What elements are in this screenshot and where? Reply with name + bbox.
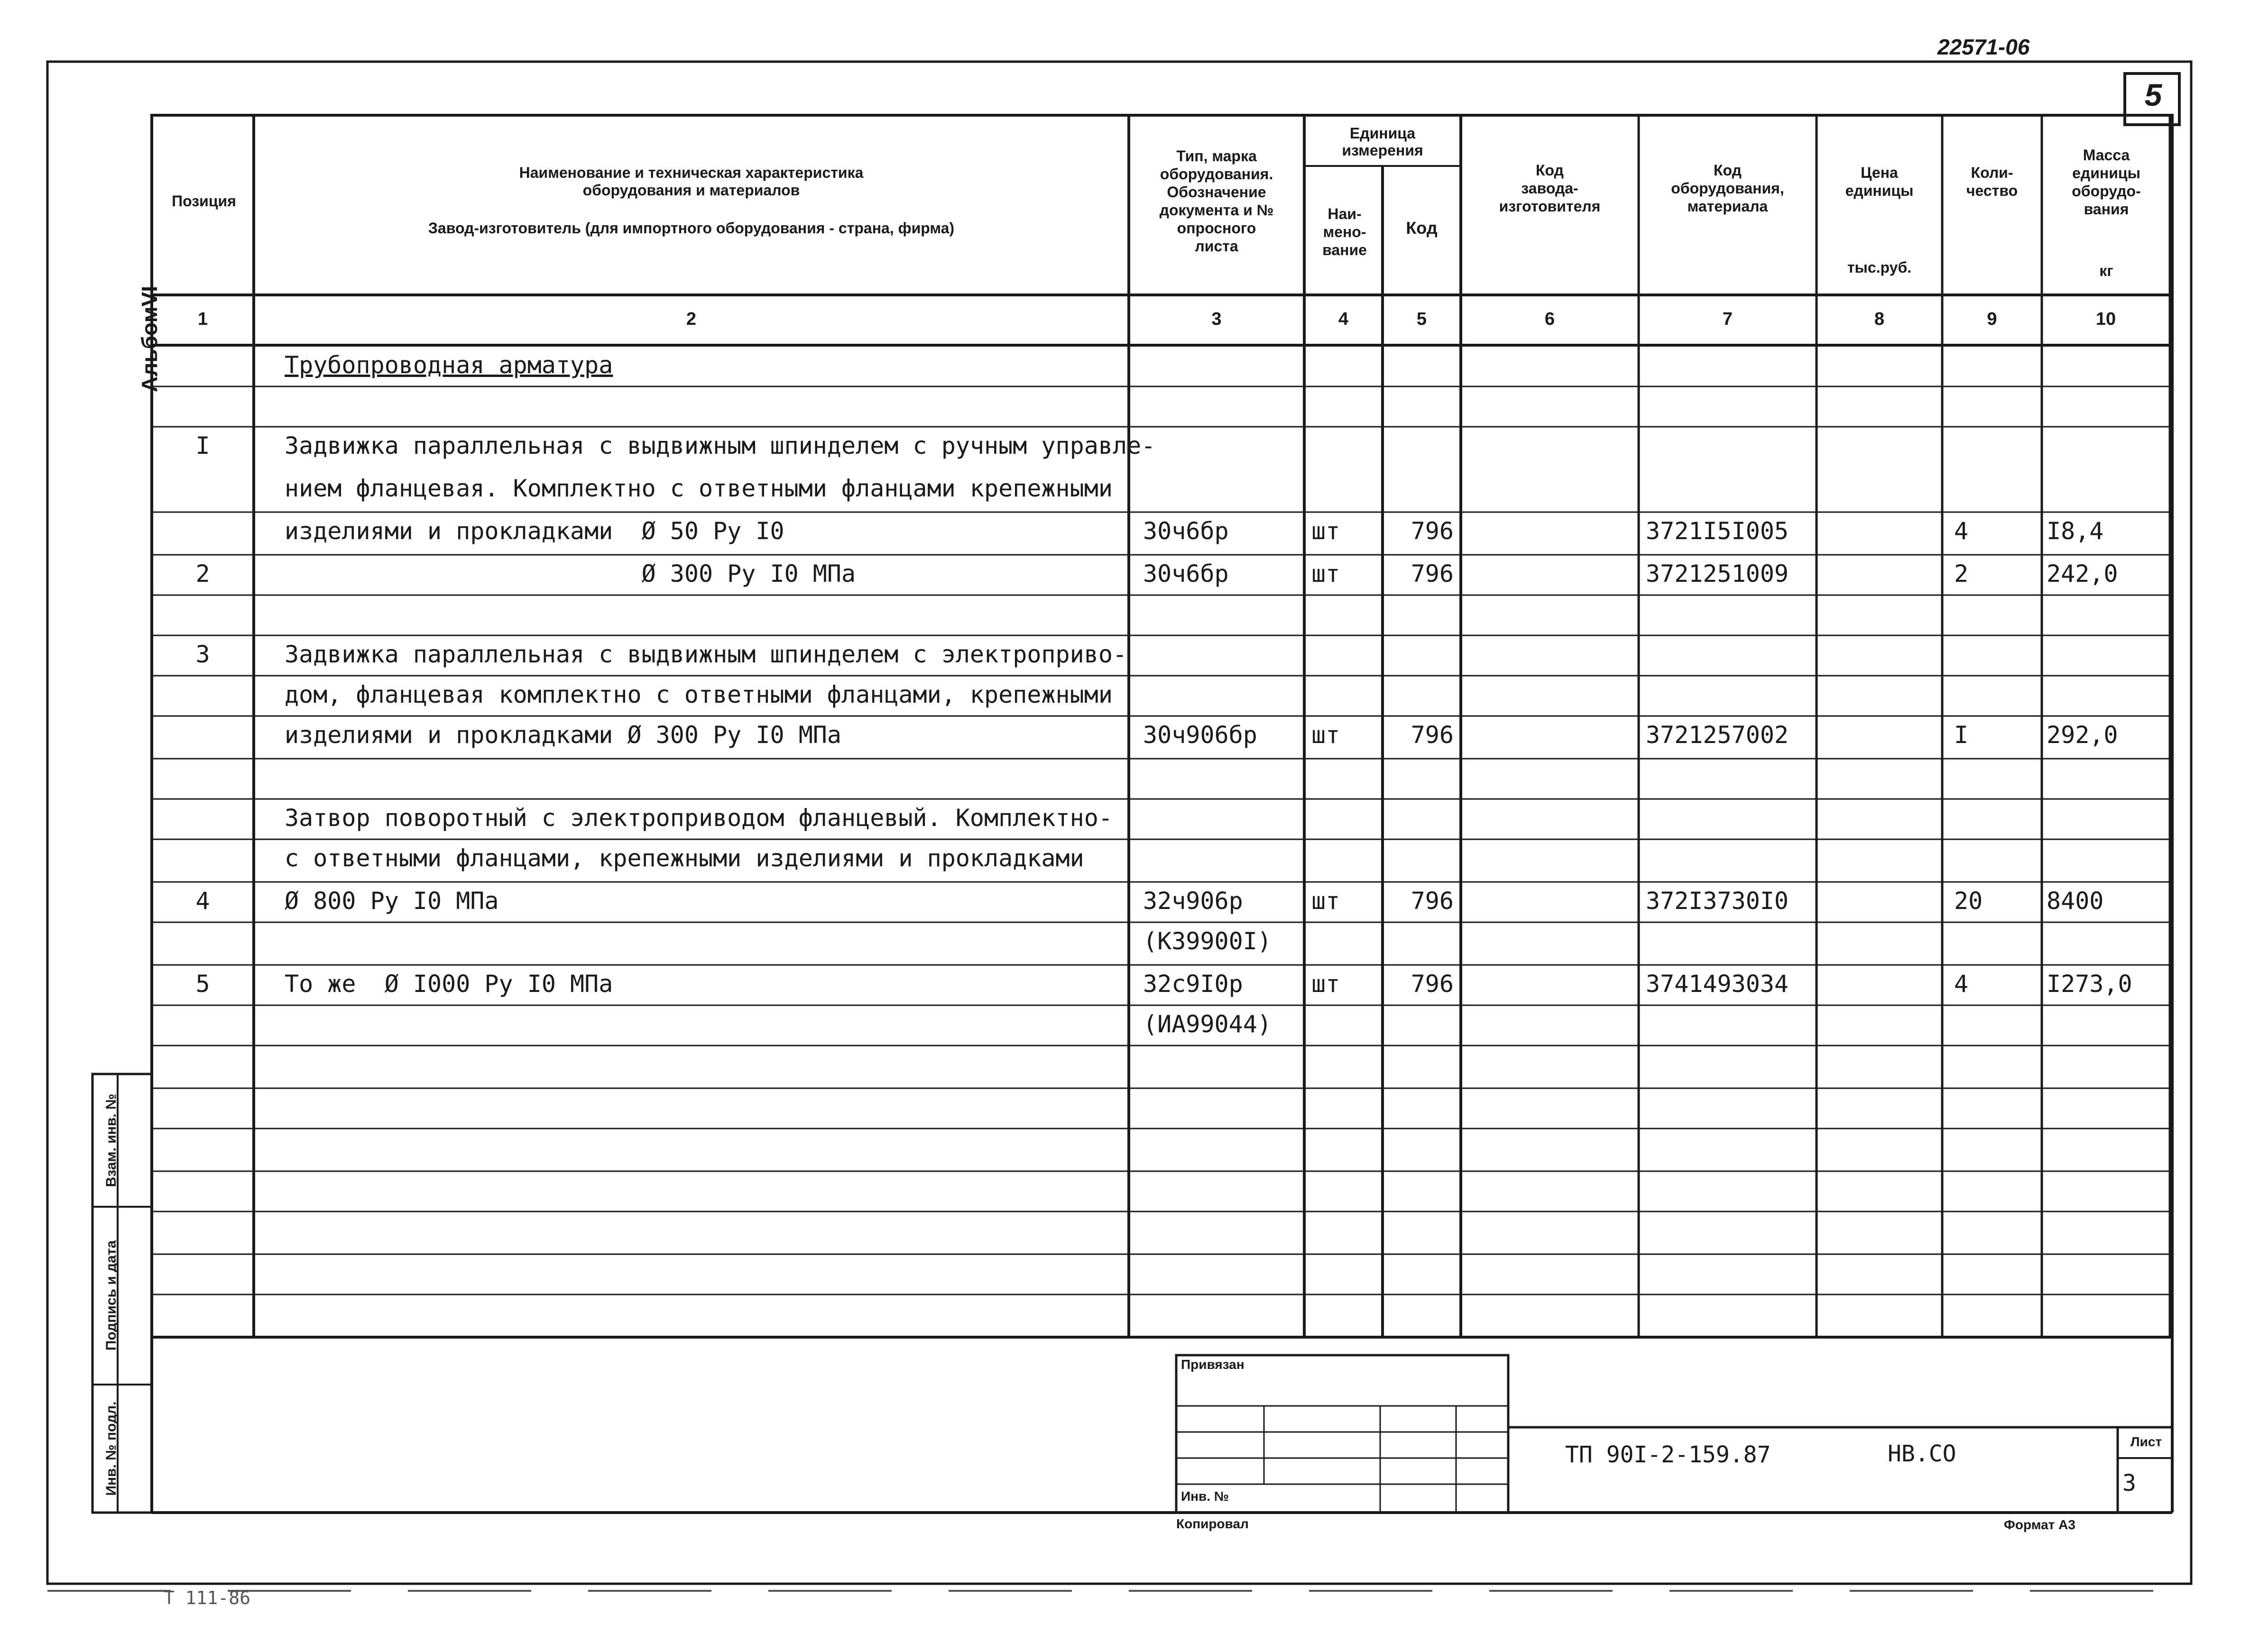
designation-code: НВ.СО (1888, 1441, 1956, 1467)
header-type-6: листа (1195, 238, 1238, 255)
cell-mass: 242,0 (2047, 560, 2118, 587)
cell-qty: I (1954, 721, 1969, 749)
header-unit-2: измерения (1342, 142, 1423, 159)
cell-eq-code: 3721251009 (1646, 560, 1789, 587)
cell-pos: 3 (195, 641, 210, 668)
cell-name: Задвижка параллельная с выдвижным шпинделем с ручным управле- (285, 432, 1156, 459)
col-number: 5 (1416, 309, 1427, 329)
header-position: Позиция (172, 193, 236, 210)
col-number: 10 (2095, 309, 2116, 329)
cell-pos: 5 (195, 970, 210, 998)
header-unit-name-3: вание (1322, 241, 1367, 258)
header-mass-2: единицы (2072, 165, 2140, 182)
inv-no-label: Инв. № (1181, 1489, 1229, 1504)
header-eqcode-2: оборудования, (1671, 180, 1784, 197)
page-mark: 5 (2144, 77, 2162, 112)
header-unit-1: Единица (1349, 125, 1416, 142)
header-type-3: Обозначение (1167, 184, 1266, 201)
cell-type: 32ч906р (1143, 887, 1243, 915)
cell-qty: 4 (1954, 970, 1969, 998)
cell-type: 32с9I0р (1143, 970, 1243, 998)
cell-name: Трубопроводная арматура (285, 351, 613, 379)
header-price-1: Цена (1861, 164, 1898, 181)
format-label: Формат А3 (2004, 1517, 2075, 1532)
cell-code: 796 (1411, 887, 1454, 915)
sheet-number: 3 (2122, 1470, 2136, 1496)
col-number: 6 (1544, 309, 1555, 329)
cell-name: То же Ø I000 Ру I0 МПа (285, 970, 613, 998)
header-factory-3: изготовителя (1499, 198, 1601, 215)
cell-mass: 8400 (2047, 887, 2104, 915)
header-type-1: Тип, марка (1176, 147, 1257, 165)
cell-eq-code: 3741493034 (1646, 970, 1789, 998)
col-number: 7 (1722, 309, 1733, 329)
cell-type: (ИА99044) (1143, 1010, 1272, 1038)
cell-pos: 2 (195, 560, 210, 587)
col-number: 3 (1211, 309, 1222, 329)
header-type-2: оборудования. (1160, 165, 1273, 183)
header-mass-3: оборудо- (2072, 183, 2141, 200)
cell-code: 796 (1411, 721, 1454, 749)
header-mass-4: вания (2084, 201, 2129, 218)
cell-name: изделиями и прокладками Ø 50 Ру I0 (285, 517, 784, 545)
side-stamp-replace-inv: Взам. инв. № (103, 1093, 119, 1187)
copied-label: Копировал (1176, 1516, 1249, 1531)
cell-name: дом, фланцевая комплектно с ответными фланцами, крепежными (285, 681, 1113, 708)
header-price-2: единицы (1845, 182, 1914, 199)
header-unit-name-2: мено- (1323, 223, 1366, 240)
cell-type: (К39900I) (1143, 927, 1272, 955)
header-eqcode-3: материала (1687, 198, 1768, 215)
privyazan-label: Привязан (1181, 1357, 1245, 1372)
cell-mass: 292,0 (2047, 721, 2118, 749)
document-number: 22571-06 (1937, 35, 2030, 59)
cell-name: изделиями и прокладками Ø 300 Ру I0 МПа (285, 721, 841, 749)
cell-type: 30ч6бр (1143, 517, 1229, 545)
cell-name: нием фланцевая. Комплектно с ответными фланцами крепежными (285, 475, 1113, 502)
header-qty-1: Коли- (1971, 164, 2013, 181)
header-eqcode-1: Код (1714, 162, 1742, 179)
cell-unit: шт (1311, 721, 1340, 749)
header-factory-1: Код (1536, 162, 1564, 179)
header-type-4: документа и № (1159, 202, 1274, 219)
side-stamp (92, 1074, 152, 1513)
col-number: 2 (686, 309, 697, 329)
cell-pos: 4 (195, 887, 210, 915)
header-unit-code: Код (1406, 218, 1438, 238)
header-mass-unit: кг (2099, 262, 2113, 279)
cell-name: Затвор поворотный с электроприводом фланцевый. Комплектно- (285, 804, 1113, 832)
side-stamp-inv-orig: Инв. № подл. (103, 1401, 119, 1496)
designation: ТП 90I-2-159.87 (1565, 1441, 1771, 1468)
side-stamp-sign-date: Подпись и дата (103, 1240, 119, 1351)
header-name-3: Завод-изготовитель (для импортного оборудования - страна, фирма) (428, 220, 955, 237)
cell-eq-code: 372I3730I0 (1646, 887, 1789, 915)
cell-unit: шт (1311, 887, 1340, 915)
header-mass-1: Масса (2083, 147, 2130, 164)
cell-eq-code: 3721I5I005 (1646, 517, 1789, 545)
cell-name: с ответными фланцами, крепежными изделиями и прокладками (285, 844, 1084, 872)
header-name-2: оборудования и материалов (582, 182, 800, 199)
cell-pos: I (195, 432, 210, 459)
cell-eq-code: 3721257002 (1646, 721, 1789, 749)
cell-qty: 4 (1954, 517, 1969, 545)
col-number: 9 (1987, 309, 1997, 329)
cell-unit: шт (1311, 517, 1340, 545)
cell-code: 796 (1411, 560, 1454, 587)
cell-qty: 20 (1954, 887, 1983, 915)
cell-qty: 2 (1954, 560, 1969, 587)
cell-name: Ø 300 Ру I0 МПа (285, 560, 856, 587)
cell-mass: I8,4 (2047, 517, 2104, 545)
header-unit-name-1: Наи- (1328, 205, 1362, 222)
col-number: 1 (197, 309, 208, 329)
header-type-5: опросного (1177, 220, 1256, 237)
header-factory-2: завода- (1521, 180, 1578, 197)
cell-unit: шт (1311, 560, 1340, 587)
cell-code: 796 (1411, 517, 1454, 545)
header-name-1: Наименование и техническая характеристика (519, 164, 864, 181)
form-number: Т 111-86 (164, 1588, 251, 1608)
header-qty-2: чество (1966, 182, 2018, 199)
col-number: 8 (1874, 309, 1885, 329)
cell-mass: I273,0 (2047, 970, 2132, 998)
col-number: 4 (1338, 309, 1349, 329)
album-label: АльбомVI (137, 285, 162, 393)
cell-type: 30ч6бр (1143, 560, 1229, 587)
header-price-unit: тыс.руб. (1847, 259, 1912, 276)
sheet-label: Лист (2130, 1434, 2162, 1449)
cell-name: Ø 800 Ру I0 МПа (285, 887, 499, 915)
cell-code: 796 (1411, 970, 1454, 998)
cell-name: Задвижка параллельная с выдвижным шпинделем с электроприво- (285, 641, 1127, 668)
cell-unit: шт (1311, 970, 1340, 998)
cell-type: 30ч906бр (1143, 721, 1257, 749)
